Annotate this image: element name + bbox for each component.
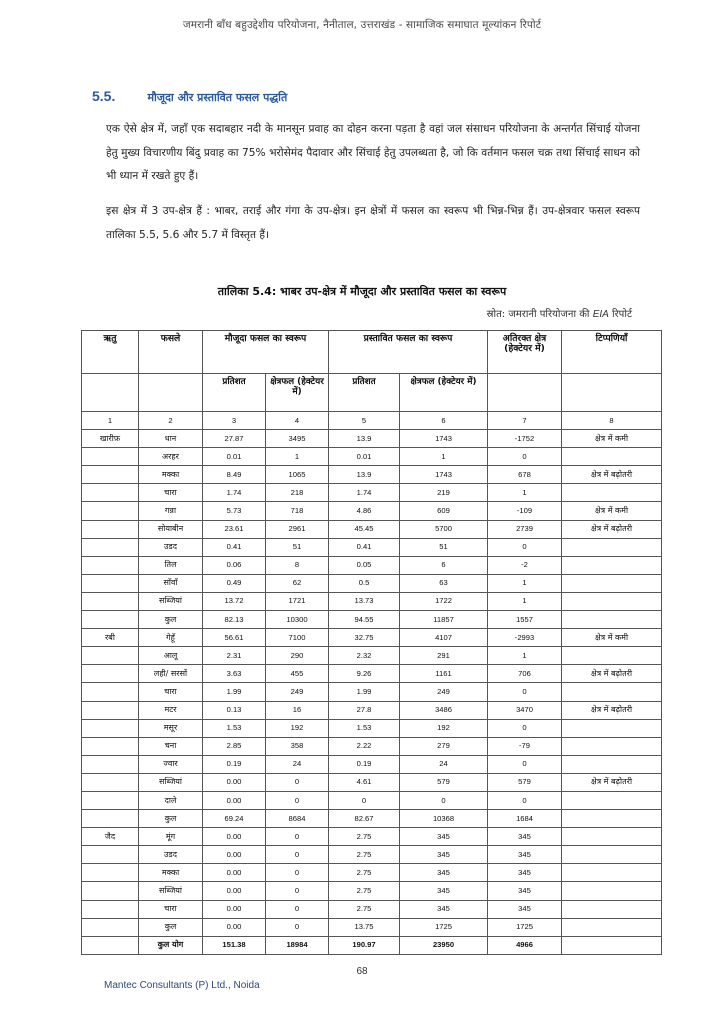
additional-area-cell: 678 <box>488 466 562 484</box>
proposed-percent-cell: 0.41 <box>329 538 400 556</box>
proposed-area-cell: 291 <box>400 647 488 665</box>
proposed-percent-cell: 9.26 <box>329 665 400 683</box>
remark-cell <box>562 719 662 737</box>
existing-area-cell: 249 <box>266 683 329 701</box>
crop-cell: सब्जियां <box>139 592 203 610</box>
season-cell <box>82 719 139 737</box>
column-number: 5 <box>329 412 400 430</box>
proposed-area-cell: 11857 <box>400 611 488 629</box>
existing-percent-cell: 8.49 <box>203 466 266 484</box>
existing-area-cell: 8684 <box>266 810 329 828</box>
existing-percent-cell: 0.00 <box>203 918 266 936</box>
proposed-area-cell: 0 <box>400 791 488 809</box>
season-cell <box>82 810 139 828</box>
crop-cell: मूंग <box>139 828 203 846</box>
table-row <box>82 466 662 484</box>
running-header: जमरानी बाँध बहुउद्देशीय परियोजना, नैनीताल, उत्तराखंड - सामाजिक समाघात मूल्यांकन रिपोर्ट <box>182 19 542 31</box>
existing-area-cell: 1065 <box>266 466 329 484</box>
remark-cell <box>562 737 662 755</box>
existing-percent-cell: 0.19 <box>203 755 266 773</box>
header-blank <box>562 374 662 412</box>
proposed-area-cell: 579 <box>400 773 488 791</box>
paragraph-irrigation: एक ऐसे क्षेत्र में, जहाँ एक सदाबहार नदी के मानसून प्रवाह का दोहन करना पड़ता है वहां जल संसाधन परियोजना के अन्तर्गत सिंचाई योजना हेतु मुख्य विचारणीय बिंदु प्रवाह का 75% भरोसेमंद पैदावार और सिंचाई हेतु उपलब्धता है, जो कि वर्तमान फसल चक्र तथा सिंचाई साधन को भी ध्यान में रखते हुए हैं। <box>106 123 640 182</box>
additional-area-cell: -2993 <box>488 629 562 647</box>
remark-cell <box>562 683 662 701</box>
crop-cell: उडद <box>139 846 203 864</box>
proposed-area-cell: 345 <box>400 846 488 864</box>
proposed-area-cell: 10368 <box>400 810 488 828</box>
table-row <box>82 719 662 737</box>
additional-area-cell: 0 <box>488 538 562 556</box>
proposed-area-cell: 24 <box>400 755 488 773</box>
proposed-area-cell: 249 <box>400 683 488 701</box>
proposed-area-cell: 23950 <box>400 936 488 954</box>
proposed-area-cell: 6 <box>400 556 488 574</box>
proposed-percent-cell: 190.97 <box>329 936 400 954</box>
table-row <box>82 629 662 647</box>
existing-area-cell: 1721 <box>266 592 329 610</box>
season-cell <box>82 592 139 610</box>
existing-percent-cell: 0.13 <box>203 701 266 719</box>
table-row <box>82 791 662 809</box>
table-row <box>82 864 662 882</box>
additional-area-cell: 1 <box>488 484 562 502</box>
crop-cell: मटर <box>139 701 203 719</box>
proposed-percent-cell: 0 <box>329 791 400 809</box>
proposed-area-cell: 1743 <box>400 430 488 448</box>
proposed-area-cell: 279 <box>400 737 488 755</box>
existing-percent-cell: 0.00 <box>203 882 266 900</box>
column-number: 7 <box>488 412 562 430</box>
additional-area-cell: 345 <box>488 900 562 918</box>
column-number: 4 <box>266 412 329 430</box>
crop-cell: ज्वार <box>139 755 203 773</box>
season-cell: जैद <box>82 828 139 846</box>
additional-area-cell: -79 <box>488 737 562 755</box>
crop-pattern-table <box>81 330 662 955</box>
existing-area-cell: 218 <box>266 484 329 502</box>
existing-percent-cell: 5.73 <box>203 502 266 520</box>
table-row <box>82 701 662 719</box>
header-existing-area: क्षेत्रफल (हेक्टेयर में) <box>266 374 329 412</box>
proposed-area-cell: 345 <box>400 900 488 918</box>
header-proposed-pattern: प्रस्तावित फसल का स्वरूप <box>329 331 488 374</box>
crop-cell: सोयाबीन <box>139 520 203 538</box>
additional-area-cell: 0 <box>488 755 562 773</box>
proposed-area-cell: 1743 <box>400 466 488 484</box>
additional-area-cell: -1752 <box>488 430 562 448</box>
table-row <box>82 556 662 574</box>
remark-cell: क्षेत्र में बढ़ोतरी <box>562 701 662 719</box>
proposed-area-cell: 5700 <box>400 520 488 538</box>
remark-cell <box>562 936 662 954</box>
table-row <box>82 828 662 846</box>
remark-cell <box>562 611 662 629</box>
remark-cell <box>562 900 662 918</box>
season-cell <box>82 484 139 502</box>
table-source <box>487 306 632 320</box>
existing-percent-cell: 69.24 <box>203 810 266 828</box>
table-row <box>82 918 662 936</box>
proposed-percent-cell: 32.75 <box>329 629 400 647</box>
proposed-percent-cell: 2.75 <box>329 846 400 864</box>
column-number: 8 <box>562 412 662 430</box>
proposed-percent-cell: 13.9 <box>329 466 400 484</box>
existing-percent-cell: 0.00 <box>203 900 266 918</box>
existing-area-cell: 0 <box>266 846 329 864</box>
proposed-percent-cell: 1.99 <box>329 683 400 701</box>
existing-area-cell: 290 <box>266 647 329 665</box>
proposed-percent-cell: 94.55 <box>329 611 400 629</box>
remark-cell <box>562 448 662 466</box>
section-heading <box>92 88 287 105</box>
existing-area-cell: 3495 <box>266 430 329 448</box>
table-row <box>82 502 662 520</box>
season-cell <box>82 538 139 556</box>
season-cell <box>82 737 139 755</box>
existing-area-cell: 0 <box>266 900 329 918</box>
crop-cell: कुल <box>139 810 203 828</box>
additional-area-cell: 1557 <box>488 611 562 629</box>
existing-percent-cell: 82.13 <box>203 611 266 629</box>
existing-area-cell: 10300 <box>266 611 329 629</box>
existing-percent-cell: 1.53 <box>203 719 266 737</box>
proposed-area-cell: 63 <box>400 574 488 592</box>
additional-area-cell: 1 <box>488 592 562 610</box>
additional-area-cell: 1 <box>488 574 562 592</box>
crop-cell: मसूर <box>139 719 203 737</box>
existing-percent-cell: 3.63 <box>203 665 266 683</box>
proposed-area-cell: 1 <box>400 448 488 466</box>
table-row <box>82 683 662 701</box>
season-cell <box>82 791 139 809</box>
existing-area-cell: 24 <box>266 755 329 773</box>
page-number: 68 <box>356 966 368 977</box>
season-cell <box>82 918 139 936</box>
source-prefix: स्रोत: जमरानी परियोजना की <box>486 309 590 320</box>
crop-cell: सब्जियां <box>139 773 203 791</box>
season-cell <box>82 701 139 719</box>
additional-area-cell: 0 <box>488 719 562 737</box>
existing-percent-cell: 56.61 <box>203 629 266 647</box>
table-row <box>82 773 662 791</box>
additional-area-cell: 1684 <box>488 810 562 828</box>
additional-area-cell: 345 <box>488 882 562 900</box>
header-additional-area: अतिरक्त क्षेत्र (हेक्टेयर में) <box>488 331 562 374</box>
table-row <box>82 737 662 755</box>
table-row <box>82 448 662 466</box>
proposed-percent-cell: 27.8 <box>329 701 400 719</box>
proposed-percent-cell: 2.75 <box>329 882 400 900</box>
remark-cell <box>562 791 662 809</box>
existing-percent-cell: 2.31 <box>203 647 266 665</box>
crop-cell: मक्का <box>139 466 203 484</box>
proposed-area-cell: 192 <box>400 719 488 737</box>
remark-cell: क्षेत्र में कमी <box>562 430 662 448</box>
season-cell <box>82 755 139 773</box>
crop-cell: सब्जियां <box>139 882 203 900</box>
existing-percent-cell: 0.00 <box>203 864 266 882</box>
table-row <box>82 900 662 918</box>
remark-cell: क्षेत्र में बढ़ोतरी <box>562 520 662 538</box>
existing-area-cell: 62 <box>266 574 329 592</box>
proposed-area-cell: 219 <box>400 484 488 502</box>
additional-area-cell: 706 <box>488 665 562 683</box>
existing-percent-cell: 1.99 <box>203 683 266 701</box>
crop-cell: अरहर <box>139 448 203 466</box>
additional-area-cell: -109 <box>488 502 562 520</box>
crop-cell: दाले <box>139 791 203 809</box>
table-row <box>82 755 662 773</box>
table-row <box>82 611 662 629</box>
existing-area-cell: 455 <box>266 665 329 683</box>
proposed-percent-cell: 2.22 <box>329 737 400 755</box>
season-cell <box>82 520 139 538</box>
additional-area-cell: 0 <box>488 791 562 809</box>
remark-cell <box>562 556 662 574</box>
paragraph-subregions: इस क्षेत्र में 3 उप-क्षेत्र हैं : भाबर, तराई और गंगा के उप-क्षेत्र। इन क्षेत्रों में फसल का स्वरूप भी भिन्न-भिन्न हैं। उप-क्षेत्रवार फसल स्वरूप तालिका 5.5, 5.6 और 5.7 में विस्तृत हैं। <box>106 205 640 241</box>
remark-cell <box>562 592 662 610</box>
crop-cell: चारा <box>139 900 203 918</box>
grand-total-row <box>82 936 662 954</box>
proposed-area-cell: 4107 <box>400 629 488 647</box>
proposed-area-cell: 1161 <box>400 665 488 683</box>
table-row <box>82 647 662 665</box>
proposed-area-cell: 3486 <box>400 701 488 719</box>
season-cell <box>82 611 139 629</box>
crop-cell: चारा <box>139 683 203 701</box>
header-season: ऋतु <box>82 331 139 374</box>
existing-percent-cell: 1.74 <box>203 484 266 502</box>
season-cell <box>82 882 139 900</box>
season-cell <box>82 556 139 574</box>
proposed-percent-cell: 0.19 <box>329 755 400 773</box>
proposed-area-cell: 1722 <box>400 592 488 610</box>
header-crops: फसले <box>139 331 203 374</box>
existing-area-cell: 0 <box>266 882 329 900</box>
table-caption: तालिका 5.4: भाबर उप-क्षेत्र में मौजूदा और प्रस्तावित फसल का स्वरूप <box>217 285 507 298</box>
remark-cell: क्षेत्र में बढ़ोतरी <box>562 773 662 791</box>
additional-area-cell: 0 <box>488 683 562 701</box>
additional-area-cell: 3470 <box>488 701 562 719</box>
crop-cell: धान <box>139 430 203 448</box>
existing-percent-cell: 13.72 <box>203 592 266 610</box>
season-cell <box>82 773 139 791</box>
source-suffix: रिपोर्ट <box>612 309 632 320</box>
crop-cell: लही/ सरसों <box>139 665 203 683</box>
proposed-percent-cell: 4.86 <box>329 502 400 520</box>
existing-percent-cell: 0.00 <box>203 791 266 809</box>
header-blank <box>139 374 203 412</box>
proposed-area-cell: 345 <box>400 864 488 882</box>
existing-percent-cell: 0.06 <box>203 556 266 574</box>
existing-percent-cell: 0.49 <box>203 574 266 592</box>
proposed-area-cell: 345 <box>400 828 488 846</box>
remark-cell <box>562 882 662 900</box>
existing-area-cell: 192 <box>266 719 329 737</box>
additional-area-cell: 2739 <box>488 520 562 538</box>
existing-percent-cell: 0.00 <box>203 828 266 846</box>
season-cell <box>82 900 139 918</box>
remark-cell <box>562 918 662 936</box>
season-cell <box>82 647 139 665</box>
proposed-percent-cell: 0.01 <box>329 448 400 466</box>
remark-cell <box>562 846 662 864</box>
existing-percent-cell: 27.87 <box>203 430 266 448</box>
crop-cell: मक्का <box>139 864 203 882</box>
additional-area-cell: 4966 <box>488 936 562 954</box>
existing-area-cell: 18984 <box>266 936 329 954</box>
proposed-percent-cell: 2.75 <box>329 900 400 918</box>
proposed-area-cell: 1725 <box>400 918 488 936</box>
remark-cell: क्षेत्र में कमी <box>562 502 662 520</box>
crop-cell: कुल <box>139 611 203 629</box>
existing-area-cell: 0 <box>266 773 329 791</box>
remark-cell: क्षेत्र में कमी <box>562 629 662 647</box>
remark-cell <box>562 484 662 502</box>
proposed-percent-cell: 0.05 <box>329 556 400 574</box>
header-proposed-percent: प्रतिशत <box>329 374 400 412</box>
footer-company: Mantec Consultants (P) Ltd., Noida <box>104 980 260 991</box>
season-cell: खारीफ़ <box>82 430 139 448</box>
proposed-area-cell: 345 <box>400 882 488 900</box>
table-row <box>82 592 662 610</box>
table-row <box>82 484 662 502</box>
remark-cell <box>562 755 662 773</box>
remark-cell <box>562 828 662 846</box>
proposed-percent-cell: 1.74 <box>329 484 400 502</box>
remark-cell <box>562 864 662 882</box>
table-row <box>82 810 662 828</box>
column-number-row <box>82 412 662 430</box>
existing-area-cell: 0 <box>266 791 329 809</box>
crop-cell: कुल योग <box>139 936 203 954</box>
column-number: 2 <box>139 412 203 430</box>
additional-area-cell: 579 <box>488 773 562 791</box>
table-row <box>82 574 662 592</box>
existing-percent-cell: 0.01 <box>203 448 266 466</box>
existing-area-cell: 358 <box>266 737 329 755</box>
existing-area-cell: 718 <box>266 502 329 520</box>
existing-area-cell: 2961 <box>266 520 329 538</box>
table-row <box>82 882 662 900</box>
section-number: 5.5. <box>92 88 116 104</box>
existing-percent-cell: 0.41 <box>203 538 266 556</box>
header-proposed-area: क्षेत्रफल (हेक्टेयर में) <box>400 374 488 412</box>
source-eia: EIA <box>592 309 609 320</box>
season-cell <box>82 502 139 520</box>
column-number: 6 <box>400 412 488 430</box>
additional-area-cell: -2 <box>488 556 562 574</box>
proposed-area-cell: 51 <box>400 538 488 556</box>
crop-cell: साँवाँ <box>139 574 203 592</box>
existing-percent-cell: 151.38 <box>203 936 266 954</box>
proposed-area-cell: 609 <box>400 502 488 520</box>
table-row <box>82 430 662 448</box>
season-cell <box>82 683 139 701</box>
header-remarks: टिप्पणियाँ <box>562 331 662 374</box>
crop-cell: गेहूँ <box>139 629 203 647</box>
crop-cell: कुल <box>139 918 203 936</box>
season-cell <box>82 846 139 864</box>
season-cell <box>82 448 139 466</box>
proposed-percent-cell: 2.75 <box>329 828 400 846</box>
season-cell <box>82 864 139 882</box>
proposed-percent-cell: 13.9 <box>329 430 400 448</box>
table-body <box>82 412 662 955</box>
section-title: मौजूदा और प्रस्तावित फसल पद्धति <box>147 91 288 104</box>
crop-cell: उडद <box>139 538 203 556</box>
header-blank <box>488 374 562 412</box>
proposed-percent-cell: 4.61 <box>329 773 400 791</box>
existing-area-cell: 7100 <box>266 629 329 647</box>
crop-cell: चना <box>139 737 203 755</box>
existing-area-cell: 16 <box>266 701 329 719</box>
season-cell <box>82 574 139 592</box>
existing-area-cell: 1 <box>266 448 329 466</box>
remark-cell <box>562 574 662 592</box>
proposed-percent-cell: 2.32 <box>329 647 400 665</box>
existing-percent-cell: 23.61 <box>203 520 266 538</box>
additional-area-cell: 345 <box>488 864 562 882</box>
existing-percent-cell: 0.00 <box>203 846 266 864</box>
existing-area-cell: 0 <box>266 864 329 882</box>
existing-area-cell: 0 <box>266 918 329 936</box>
remark-cell <box>562 538 662 556</box>
additional-area-cell: 345 <box>488 828 562 846</box>
existing-area-cell: 8 <box>266 556 329 574</box>
existing-percent-cell: 2.85 <box>203 737 266 755</box>
additional-area-cell: 1 <box>488 647 562 665</box>
season-cell <box>82 936 139 954</box>
existing-area-cell: 51 <box>266 538 329 556</box>
table-row <box>82 665 662 683</box>
proposed-percent-cell: 45.45 <box>329 520 400 538</box>
header-existing-percent: प्रतिशत <box>203 374 266 412</box>
remark-cell: क्षेत्र में बढ़ोतरी <box>562 665 662 683</box>
existing-percent-cell: 0.00 <box>203 773 266 791</box>
proposed-percent-cell: 82.67 <box>329 810 400 828</box>
crop-cell: आलू <box>139 647 203 665</box>
header-blank <box>82 374 139 412</box>
proposed-percent-cell: 13.73 <box>329 592 400 610</box>
crop-cell: गन्ना <box>139 502 203 520</box>
proposed-percent-cell: 1.53 <box>329 719 400 737</box>
remark-cell <box>562 810 662 828</box>
additional-area-cell: 0 <box>488 448 562 466</box>
crop-cell: चारा <box>139 484 203 502</box>
additional-area-cell: 1725 <box>488 918 562 936</box>
proposed-percent-cell: 13.75 <box>329 918 400 936</box>
table-row <box>82 846 662 864</box>
table-row <box>82 520 662 538</box>
existing-area-cell: 0 <box>266 828 329 846</box>
proposed-percent-cell: 2.75 <box>329 864 400 882</box>
season-cell: रबी <box>82 629 139 647</box>
remark-cell <box>562 647 662 665</box>
proposed-percent-cell: 0.5 <box>329 574 400 592</box>
table-row <box>82 538 662 556</box>
column-number: 3 <box>203 412 266 430</box>
remark-cell: क्षेत्र में बढ़ोतरी <box>562 466 662 484</box>
header-existing-pattern: मौजूदा फसल का स्वरूप <box>203 331 329 374</box>
crop-cell: तिल <box>139 556 203 574</box>
season-cell <box>82 665 139 683</box>
additional-area-cell: 345 <box>488 846 562 864</box>
season-cell <box>82 466 139 484</box>
column-number: 1 <box>82 412 139 430</box>
